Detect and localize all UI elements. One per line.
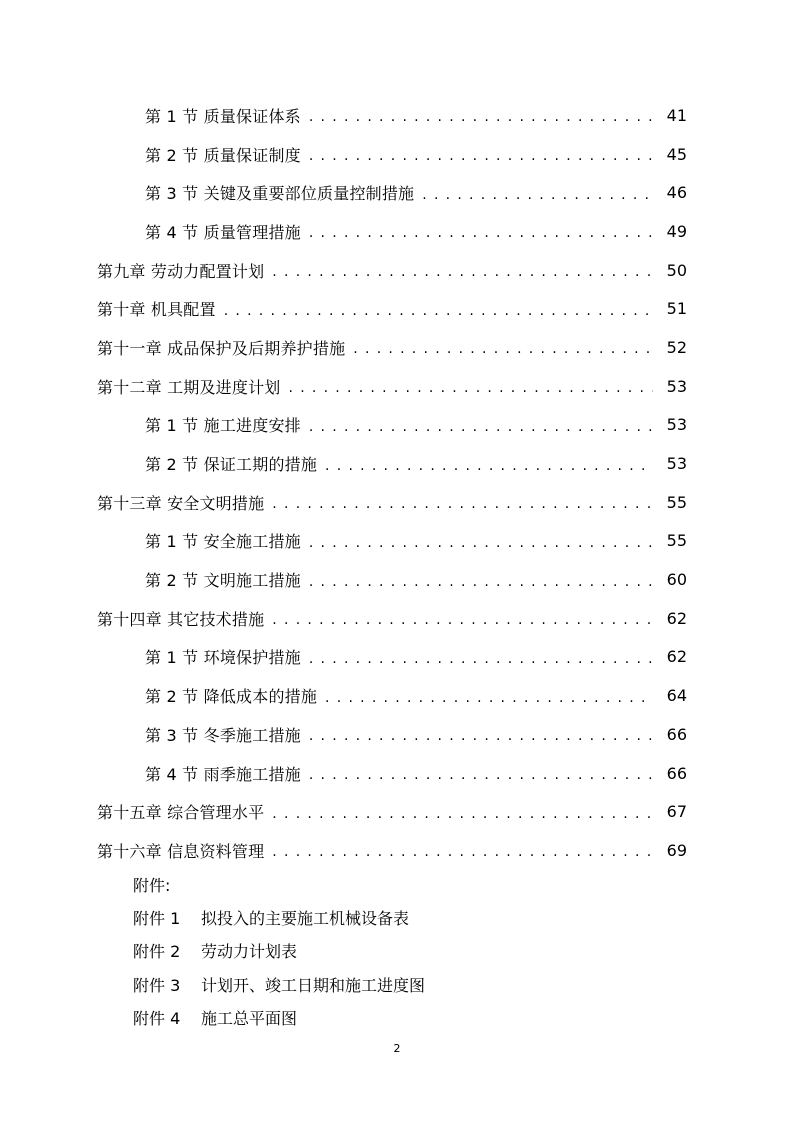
- toc-entry-page: 55: [666, 531, 687, 551]
- toc-entry[interactable]: [97, 831, 687, 870]
- toc-entry[interactable]: [97, 406, 687, 445]
- toc-dot-leader: [309, 727, 653, 745]
- appendix-item-label: 附件 2: [133, 942, 181, 962]
- toc-dot-leader: [353, 340, 653, 358]
- table-of-contents: [97, 96, 687, 870]
- toc-entry-title: 第 2 节 保证工期的措施: [145, 455, 318, 475]
- toc-dot-leader: [289, 379, 654, 397]
- toc-dot-leader: [272, 263, 653, 281]
- page-number: 2: [393, 1042, 401, 1055]
- toc-entry[interactable]: [97, 599, 687, 638]
- appendix-item-text: 计划开、竣工日期和施工进度图: [201, 975, 426, 995]
- toc-entry[interactable]: [97, 522, 687, 561]
- toc-dot-leader: [325, 457, 653, 475]
- toc-entry-title: 第 1 节 环境保护措施: [145, 648, 301, 668]
- toc-entry-title: 第 1 节 安全施工措施: [145, 532, 301, 552]
- toc-entry-page: 55: [666, 492, 687, 512]
- toc-dot-leader: [309, 224, 653, 242]
- toc-entry-title: 第十六章 信息资料管理: [97, 841, 265, 861]
- toc-entry[interactable]: [97, 560, 687, 599]
- toc-entry-page: 52: [666, 337, 687, 357]
- toc-entry-page: 51: [666, 299, 687, 319]
- toc-entry[interactable]: [97, 251, 687, 290]
- toc-entry-title: 第 3 节 关键及重要部位质量控制措施: [145, 184, 415, 204]
- toc-entry-title: 第 1 节 质量保证体系: [145, 106, 301, 126]
- toc-dot-leader: [325, 689, 653, 707]
- toc-entry-page: 53: [666, 376, 687, 396]
- toc-entry-title: 第九章 劳动力配置计划: [97, 261, 265, 281]
- appendix-item: [133, 1001, 633, 1034]
- toc-entry-title: 第 4 节 质量管理措施: [145, 222, 301, 242]
- toc-dot-leader: [272, 805, 653, 823]
- toc-entry-title: 第 3 节 冬季施工措施: [145, 725, 301, 745]
- toc-entry-page: 50: [666, 260, 687, 280]
- toc-entry-page: 45: [666, 144, 687, 164]
- appendix-item-text: 拟投入的主要施工机械设备表: [201, 909, 410, 929]
- appendix-item: [133, 901, 633, 934]
- toc-entry-page: 53: [666, 454, 687, 474]
- toc-entry[interactable]: [97, 135, 687, 174]
- toc-dot-leader: [309, 418, 653, 436]
- toc-entry-title: 第十三章 安全文明措施: [97, 493, 265, 513]
- toc-entry[interactable]: [97, 173, 687, 212]
- toc-entry[interactable]: [97, 715, 687, 754]
- appendix-item: [133, 968, 633, 1001]
- toc-entry-page: 64: [666, 686, 687, 706]
- toc-dot-leader: [309, 108, 653, 126]
- toc-entry-page: 66: [666, 763, 687, 783]
- appendix-item-label: 附件 4: [133, 1008, 181, 1028]
- toc-entry[interactable]: [97, 328, 687, 367]
- toc-entry-page: 46: [666, 183, 687, 203]
- toc-entry[interactable]: [97, 96, 687, 135]
- toc-dot-leader: [309, 766, 653, 784]
- appendix-item-text: 施工总平面图: [201, 1008, 298, 1028]
- toc-dot-leader: [272, 843, 653, 861]
- toc-dot-leader: [309, 573, 653, 591]
- toc-entry[interactable]: [97, 367, 687, 406]
- toc-entry-page: 69: [666, 840, 687, 860]
- toc-entry[interactable]: [97, 444, 687, 483]
- toc-entry-page: 41: [666, 105, 687, 125]
- toc-entry-page: 66: [666, 724, 687, 744]
- toc-entry[interactable]: [97, 754, 687, 793]
- appendix-item-text: 劳动力计划表: [201, 942, 298, 962]
- toc-entry-page: 60: [666, 570, 687, 590]
- toc-dot-leader: [309, 650, 653, 668]
- toc-dot-leader: [422, 186, 653, 204]
- toc-entry-title: 第 2 节 文明施工措施: [145, 571, 301, 591]
- toc-entry-title: 第十五章 综合管理水平: [97, 803, 265, 823]
- toc-entry-title: 第 2 节 降低成本的措施: [145, 687, 318, 707]
- toc-entry-title: 第 2 节 质量保证制度: [145, 145, 301, 165]
- toc-entry[interactable]: [97, 212, 687, 251]
- toc-entry[interactable]: [97, 638, 687, 677]
- toc-entry-page: 62: [666, 647, 687, 667]
- toc-dot-leader: [224, 302, 653, 320]
- toc-entry-page: 49: [666, 221, 687, 241]
- toc-entry-title: 第十一章 成品保护及后期养护措施: [97, 338, 346, 358]
- appendix-heading: 附件:: [133, 876, 171, 896]
- toc-entry[interactable]: [97, 289, 687, 328]
- toc-entry-page: 67: [666, 802, 687, 822]
- toc-entry[interactable]: [97, 676, 687, 715]
- toc-entry-title: 第 4 节 雨季施工措施: [145, 764, 301, 784]
- toc-entry[interactable]: [97, 483, 687, 522]
- appendix-list: [133, 868, 633, 1034]
- toc-entry-title: 第十四章 其它技术措施: [97, 609, 265, 629]
- toc-dot-leader: [272, 611, 653, 629]
- toc-dot-leader: [272, 495, 653, 513]
- appendix-item-label: 附件 3: [133, 975, 181, 995]
- toc-entry[interactable]: [97, 792, 687, 831]
- appendix-item: [133, 934, 633, 967]
- toc-entry-page: 62: [666, 608, 687, 628]
- toc-entry-page: 53: [666, 415, 687, 435]
- toc-dot-leader: [309, 147, 653, 165]
- appendix-item-label: 附件 1: [133, 909, 181, 929]
- toc-entry-title: 第 1 节 施工进度安排: [145, 416, 301, 436]
- toc-entry-title: 第十章 机具配置: [97, 300, 216, 320]
- toc-entry-title: 第十二章 工期及进度计划: [97, 377, 281, 397]
- toc-dot-leader: [309, 534, 653, 552]
